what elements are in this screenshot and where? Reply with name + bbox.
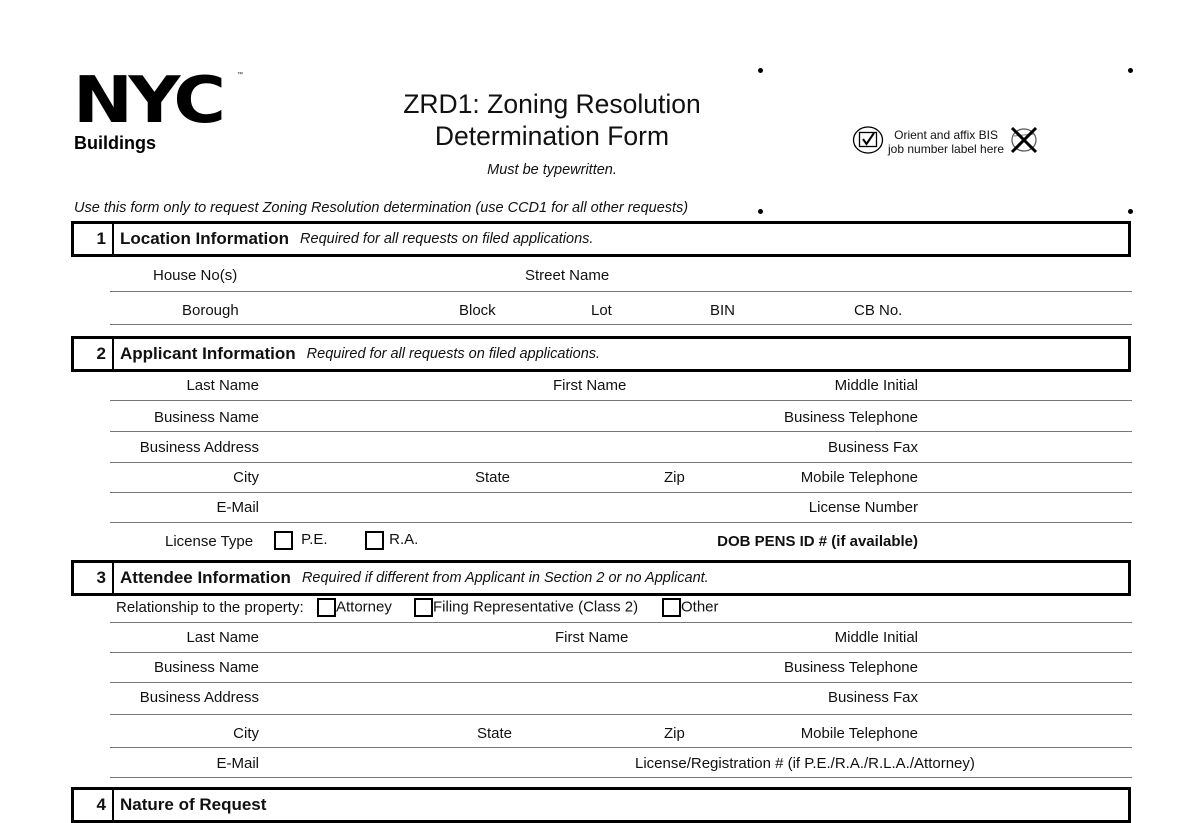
logo-mark: NYC (73, 64, 222, 138)
form-row-email[interactable] (110, 493, 1132, 523)
form-row-city[interactable] (110, 715, 1132, 748)
field-label-business-address: Business Address (139, 439, 259, 456)
field-label-license-registration: License/Registration # (if P.E./R.A./R.L.A./Attorney) (635, 755, 975, 772)
form-row-business-address[interactable] (110, 683, 1132, 715)
form-row-business-name[interactable] (110, 401, 1132, 432)
field-label-bin: BIN (710, 302, 736, 319)
section-1-header (71, 221, 1131, 257)
other-checkbox[interactable] (662, 598, 681, 617)
field-label-middle-initial: Middle Initial (834, 629, 918, 646)
relationship-label: Relationship to the property: (116, 599, 304, 616)
nyc-buildings-logo (73, 64, 243, 157)
field-label-state: State (475, 469, 511, 486)
form-row-email[interactable] (110, 748, 1132, 778)
ra-checkbox[interactable] (365, 531, 384, 550)
form-row-business-name[interactable] (110, 653, 1132, 683)
field-label-business-fax: Business Fax (827, 689, 918, 706)
field-label-mobile-telephone: Mobile Telephone (800, 725, 918, 742)
field-label-business-address: Business Address (139, 689, 259, 706)
field-label-email: E-Mail (216, 755, 259, 772)
subtitle: Must be typewritten. (487, 162, 617, 178)
field-label-city: City (233, 725, 259, 742)
section-title: Nature of Request (120, 795, 267, 814)
field-label-license-number: License Number (808, 499, 918, 516)
trademark-symbol: ™ (237, 72, 243, 78)
label-instruction: Orient and affix BIS job number label here (888, 128, 1005, 156)
field-label-zip: Zip (664, 469, 685, 486)
field-label-last-name: Last Name (186, 377, 259, 394)
field-label-borough: Borough (182, 302, 239, 319)
section-number: 1 (74, 224, 114, 254)
field-label-mobile-telephone: Mobile Telephone (800, 469, 918, 486)
field-label-lot: Lot (591, 302, 612, 319)
section-note: Required if different from Applicant in Section 2 or no Applicant. (301, 570, 709, 586)
checkbox-circle-icon (852, 125, 884, 160)
crossed-circle-icon (1008, 124, 1040, 161)
section-title: Location Information (120, 229, 290, 248)
form-row-property[interactable] (110, 292, 1132, 325)
form-row-license-type (110, 523, 1132, 559)
license-ra-option[interactable]: R.A. (365, 531, 418, 550)
pens-id-label: DOB PENS ID # (if available) (717, 533, 918, 550)
attorney-checkbox[interactable] (317, 598, 336, 617)
form-instruction: Use this form only to request Zoning Resolution determination (use CCD1 for all other requests) (74, 200, 689, 216)
relationship-filing-rep-option[interactable]: Filing Representative (Class 2) (414, 598, 638, 617)
field-label-business-telephone: Business Telephone (784, 409, 918, 426)
field-label-zip: Zip (664, 725, 685, 742)
field-label-block: Block (459, 302, 496, 319)
filing-representative-checkbox[interactable] (414, 598, 433, 617)
field-label-business-telephone: Business Telephone (784, 659, 918, 676)
pe-checkbox[interactable] (274, 531, 293, 550)
page-title (352, 88, 752, 152)
registration-dot (1128, 209, 1133, 214)
field-label-middle-initial: Middle Initial (834, 377, 918, 394)
section-title: Attendee Information (120, 568, 291, 587)
section-3-header (71, 560, 1131, 596)
field-label-street-name: Street Name (525, 267, 610, 284)
form-row-city[interactable] (110, 463, 1132, 493)
form-row-name[interactable] (110, 623, 1132, 653)
section-number: 2 (74, 339, 114, 369)
registration-dot (758, 209, 763, 214)
field-label-email: E-Mail (216, 499, 259, 516)
logo-department: Buildings (74, 133, 156, 153)
field-label-cb-no: CB No. (854, 302, 903, 319)
section-2-header (71, 336, 1131, 372)
field-label-house-no: House No(s) (153, 267, 238, 284)
field-label-first-name: First Name (555, 629, 629, 646)
registration-dot (758, 68, 763, 73)
section-note: Required for all requests on filed applications. (306, 346, 601, 362)
field-label-first-name: First Name (553, 377, 627, 394)
form-row-name[interactable] (110, 372, 1132, 401)
field-label-last-name: Last Name (186, 629, 259, 646)
title-line-2: Determination Form (434, 121, 670, 151)
relationship-other-option[interactable]: Other (662, 598, 719, 617)
section-4-header (71, 787, 1131, 823)
license-pe-option[interactable]: P.E. (274, 531, 328, 550)
field-label-business-name: Business Name (153, 659, 259, 676)
section-number: 4 (74, 790, 114, 820)
form-row-address[interactable] (110, 262, 1132, 292)
field-label-state: State (477, 725, 513, 742)
relationship-attorney-option[interactable]: Attorney (317, 598, 392, 617)
section-note: Required for all requests on filed applications. (300, 231, 594, 247)
section-title: Applicant Information (120, 344, 296, 363)
section-number: 3 (74, 563, 114, 593)
license-type-label: License Type (165, 533, 254, 550)
title-line-1: ZRD1: Zoning Resolution (403, 89, 701, 119)
form-row-relationship (110, 596, 1132, 623)
bis-label-note (852, 125, 1040, 159)
field-label-business-fax: Business Fax (827, 439, 918, 456)
field-label-business-name: Business Name (153, 409, 259, 426)
field-label-city: City (233, 469, 259, 486)
form-row-business-address[interactable] (110, 432, 1132, 463)
registration-dot (1128, 68, 1133, 73)
